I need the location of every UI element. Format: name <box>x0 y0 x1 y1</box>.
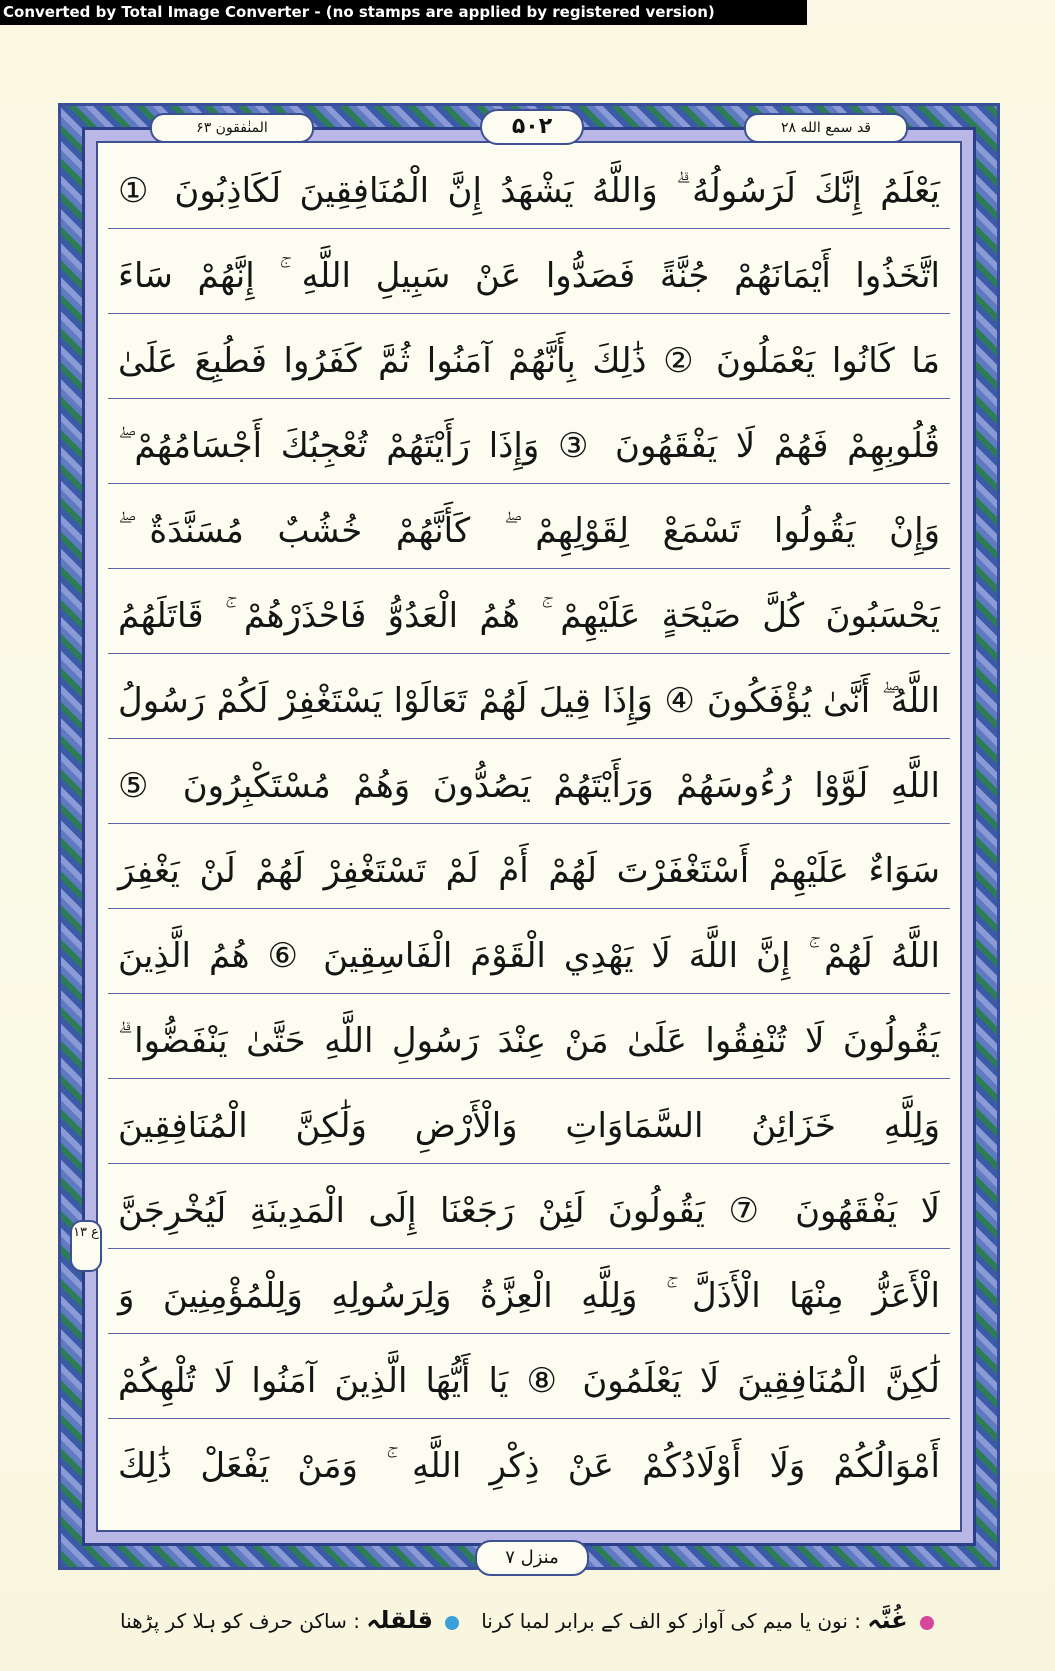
verse-line: اللَّهُ لَهُمْ ۚ إِنَّ اللَّهَ لَا يَهْدِي الْقَوْمَ الْفَاسِقِينَ ⑥ هُمُ الَّذِينَ <box>108 918 950 994</box>
verse-line: سَوَاءٌ عَلَيْهِمْ أَسْتَغْفَرْتَ لَهُمْ أَمْ لَمْ تَسْتَغْفِرْ لَهُمْ لَنْ يَغْفِرَ <box>108 833 950 909</box>
verse-line: يَحْسَبُونَ كُلَّ صَيْحَةٍ عَلَيْهِمْ ۚ هُمُ الْعَدُوُّ فَاحْذَرْهُمْ ۚ قَاتَلَهُمُ <box>108 578 950 654</box>
verse-line: يَعْلَمُ إِنَّكَ لَرَسُولُهُ ۗ وَاللَّهُ يَشْهَدُ إِنَّ الْمُنَافِقِينَ لَكَاذِبُونَ ① <box>108 153 950 229</box>
legend-qalqala-desc: : ساکن حرف کو ہلا کر پڑھنا <box>120 1609 360 1633</box>
flower-icon <box>920 1616 934 1630</box>
page-number: ۵۰۲ <box>480 109 584 145</box>
surah-label: المنٰفقون ۶۳ <box>150 113 314 143</box>
manzil-label: منزل ۷ <box>475 1540 589 1576</box>
legend-ghunna-desc: : نون یا میم کی آواز کو الف کے برابر لمبا کرنا <box>481 1609 862 1633</box>
verse-line: لَا يَفْقَهُونَ ⑦ يَقُولُونَ لَئِنْ رَجَعْنَا إِلَى الْمَدِينَةِ لَيُخْرِجَنَّ <box>108 1173 950 1249</box>
legend-ghunna-term: غُنَّہ <box>867 1606 908 1634</box>
flower-icon <box>445 1616 459 1630</box>
verse-line: وَلِلَّهِ خَزَائِنُ السَّمَاوَاتِ وَالْأَرْضِ وَلَٰكِنَّ الْمُنَافِقِينَ <box>108 1088 950 1164</box>
verse-line: مَا كَانُوا يَعْمَلُونَ ② ذَٰلِكَ بِأَنَّهُمْ آمَنُوا ثُمَّ كَفَرُوا فَطُبِعَ عَلَىٰ <box>108 323 950 399</box>
verse-lines <box>108 153 950 1523</box>
verse-line: اللَّهُ ۖ أَنَّىٰ يُؤْفَكُونَ ④ وَإِذَا قِيلَ لَهُمْ تَعَالَوْا يَسْتَغْفِرْ لَكُمْ رَسُولُ <box>108 663 950 739</box>
verse-line: يَقُولُونَ لَا تُنْفِقُوا عَلَىٰ مَنْ عِنْدَ رَسُولِ اللَّهِ حَتَّىٰ يَنْفَضُّوا ۗ <box>108 1003 950 1079</box>
legend-ghunna <box>481 1603 940 1637</box>
verse-line: لَٰكِنَّ الْمُنَافِقِينَ لَا يَعْلَمُونَ ⑧ يَا أَيُّهَا الَّذِينَ آمَنُوا لَا تُلْهِكُمْ <box>108 1343 950 1419</box>
verse-line: وَإِنْ يَقُولُوا تَسْمَعْ لِقَوْلِهِمْ ۖ كَأَنَّهُمْ خُشُبٌ مُسَنَّدَةٌ ۖ <box>108 493 950 569</box>
verse-line: اللَّهِ لَوَّوْا رُءُوسَهُمْ وَرَأَيْتَهُمْ يَصُدُّونَ وَهُمْ مُسْتَكْبِرُونَ ⑤ <box>108 748 950 824</box>
legend-qalqala <box>120 1603 465 1637</box>
legend-qalqala-term: قلقلہ <box>366 1606 433 1634</box>
ruku-marker: ع ۱۳ <box>70 1220 102 1272</box>
verse-line: اتَّخَذُوا أَيْمَانَهُمْ جُنَّةً فَصَدُّوا عَنْ سَبِيلِ اللَّهِ ۚ إِنَّهُمْ سَاءَ <box>108 238 950 314</box>
converter-banner: Converted by Total Image Converter - (no stamps are applied by registered version) <box>0 0 807 25</box>
verse-line: الْأَعَزُّ مِنْهَا الْأَذَلَّ ۚ وَلِلَّهِ الْعِزَّةُ وَلِرَسُولِهِ وَلِلْمُؤْمِنِينَ وَ <box>108 1258 950 1334</box>
juz-label: قد سمع الله ۲۸ <box>744 113 908 143</box>
tajweed-legend <box>120 1595 940 1645</box>
mushaf-page <box>0 25 1055 1671</box>
page-header <box>100 107 958 147</box>
verse-line: أَمْوَالُكُمْ وَلَا أَوْلَادُكُمْ عَنْ ذِكْرِ اللَّهِ ۚ وَمَنْ يَفْعَلْ ذَٰلِكَ <box>118 1446 940 1486</box>
verse-line: قُلُوبِهِمْ فَهُمْ لَا يَفْقَهُونَ ③ وَإِذَا رَأَيْتَهُمْ تُعْجِبُكَ أَجْسَامُهُمْ ۖ <box>108 408 950 484</box>
